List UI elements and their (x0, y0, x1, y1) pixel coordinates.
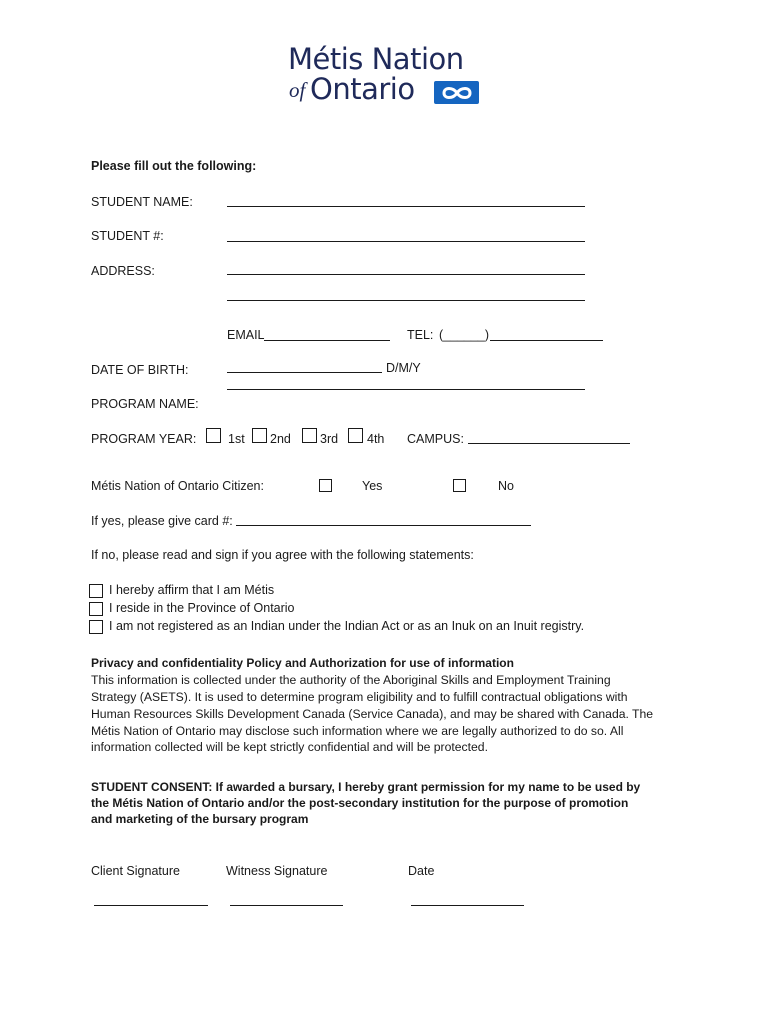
logo-title-line2: Ontario (310, 72, 415, 106)
card-number-field[interactable] (236, 525, 531, 526)
extra-field-line[interactable] (227, 389, 585, 390)
student-name-label: STUDENT NAME: (91, 195, 193, 209)
tel-field[interactable] (490, 340, 603, 341)
year-1st-label: 1st (228, 432, 245, 446)
tel-area-code[interactable]: (______) (439, 328, 490, 342)
client-signature-field[interactable] (94, 905, 208, 906)
dob-label: DATE OF BIRTH: (91, 363, 189, 377)
address-label: ADDRESS: (91, 264, 155, 278)
year-2nd-checkbox[interactable] (252, 428, 267, 443)
citizen-label: Métis Nation of Ontario Citizen: (91, 479, 264, 493)
privacy-line: This information is collected under the authority of the Aboriginal Skills and Employment Training (91, 673, 611, 687)
address-field-line1[interactable] (227, 274, 585, 275)
consent-line: STUDENT CONSENT: If awarded a bursary, I hereby grant permission for my name to be used by (91, 780, 641, 794)
privacy-line: Métis Nation of Ontario may disclose such information where we are legally authorized to do so. All (91, 724, 624, 738)
statement-metis-checkbox[interactable] (89, 584, 103, 598)
privacy-line: Strategy (ASETS). It is used to determine program eligibility and to fulfill contractual obligations with (91, 690, 628, 704)
campus-field[interactable] (468, 443, 630, 444)
statement-metis-text: I hereby affirm that I am Métis (109, 583, 275, 597)
infinity-icon (434, 81, 479, 104)
statement-ontario-checkbox[interactable] (89, 602, 103, 616)
year-4th-checkbox[interactable] (348, 428, 363, 443)
statement-ontario-text: I reside in the Province of Ontario (109, 601, 295, 615)
year-2nd-label: 2nd (270, 432, 291, 446)
client-signature-label: Client Signature (91, 864, 180, 878)
logo-title-line1: Métis Nation (288, 42, 464, 76)
email-field[interactable] (264, 340, 390, 341)
student-number-label: STUDENT #: (91, 229, 164, 243)
email-label: EMAIL (227, 328, 265, 342)
statement-not-registered-checkbox[interactable] (89, 620, 103, 634)
date-field[interactable] (411, 905, 524, 906)
student-name-field[interactable] (227, 206, 585, 207)
card-number-label: If yes, please give card #: (91, 514, 233, 528)
privacy-line: Human Resources Skills Development Canada (Service Canada), and may be shared with Canada. The (91, 707, 654, 721)
witness-signature-field[interactable] (230, 905, 343, 906)
year-3rd-label: 3rd (320, 432, 339, 446)
program-name-label: PROGRAM NAME: (91, 397, 199, 411)
address-field-line2[interactable] (227, 300, 585, 301)
citizen-yes-label: Yes (362, 479, 383, 493)
citizen-yes-checkbox[interactable] (319, 479, 332, 492)
date-label: Date (408, 864, 435, 878)
year-1st-checkbox[interactable] (206, 428, 221, 443)
dob-field[interactable] (227, 372, 382, 373)
consent-line: the Métis Nation of Ontario and/or the post-secondary institution for the purpose of promotion (91, 796, 629, 810)
campus-label: CAMPUS: (407, 432, 464, 446)
year-3rd-checkbox[interactable] (302, 428, 317, 443)
witness-signature-label: Witness Signature (226, 864, 328, 878)
program-year-label: PROGRAM YEAR: (91, 432, 197, 446)
student-number-field[interactable] (227, 241, 585, 242)
statement-not-registered-text: I am not registered as an Indian under the Indian Act or as an Inuk on an Inuit registry. (109, 619, 585, 633)
tel-label: TEL: (407, 328, 434, 342)
consent-line: and marketing of the bursary program (91, 812, 309, 826)
year-4th-label: 4th (367, 432, 385, 446)
if-no-instructions: If no, please read and sign if you agree with the following statements: (91, 548, 474, 562)
citizen-no-label: No (498, 479, 514, 493)
form-heading: Please fill out the following: (91, 159, 257, 173)
privacy-title: Privacy and confidentiality Policy and Authorization for use of information (91, 656, 514, 670)
logo-of: of (289, 78, 306, 102)
privacy-line: information collected will be kept strictly confidential and will be protected. (91, 740, 488, 754)
citizen-no-checkbox[interactable] (453, 479, 466, 492)
dob-format: D/M/Y (386, 361, 421, 375)
